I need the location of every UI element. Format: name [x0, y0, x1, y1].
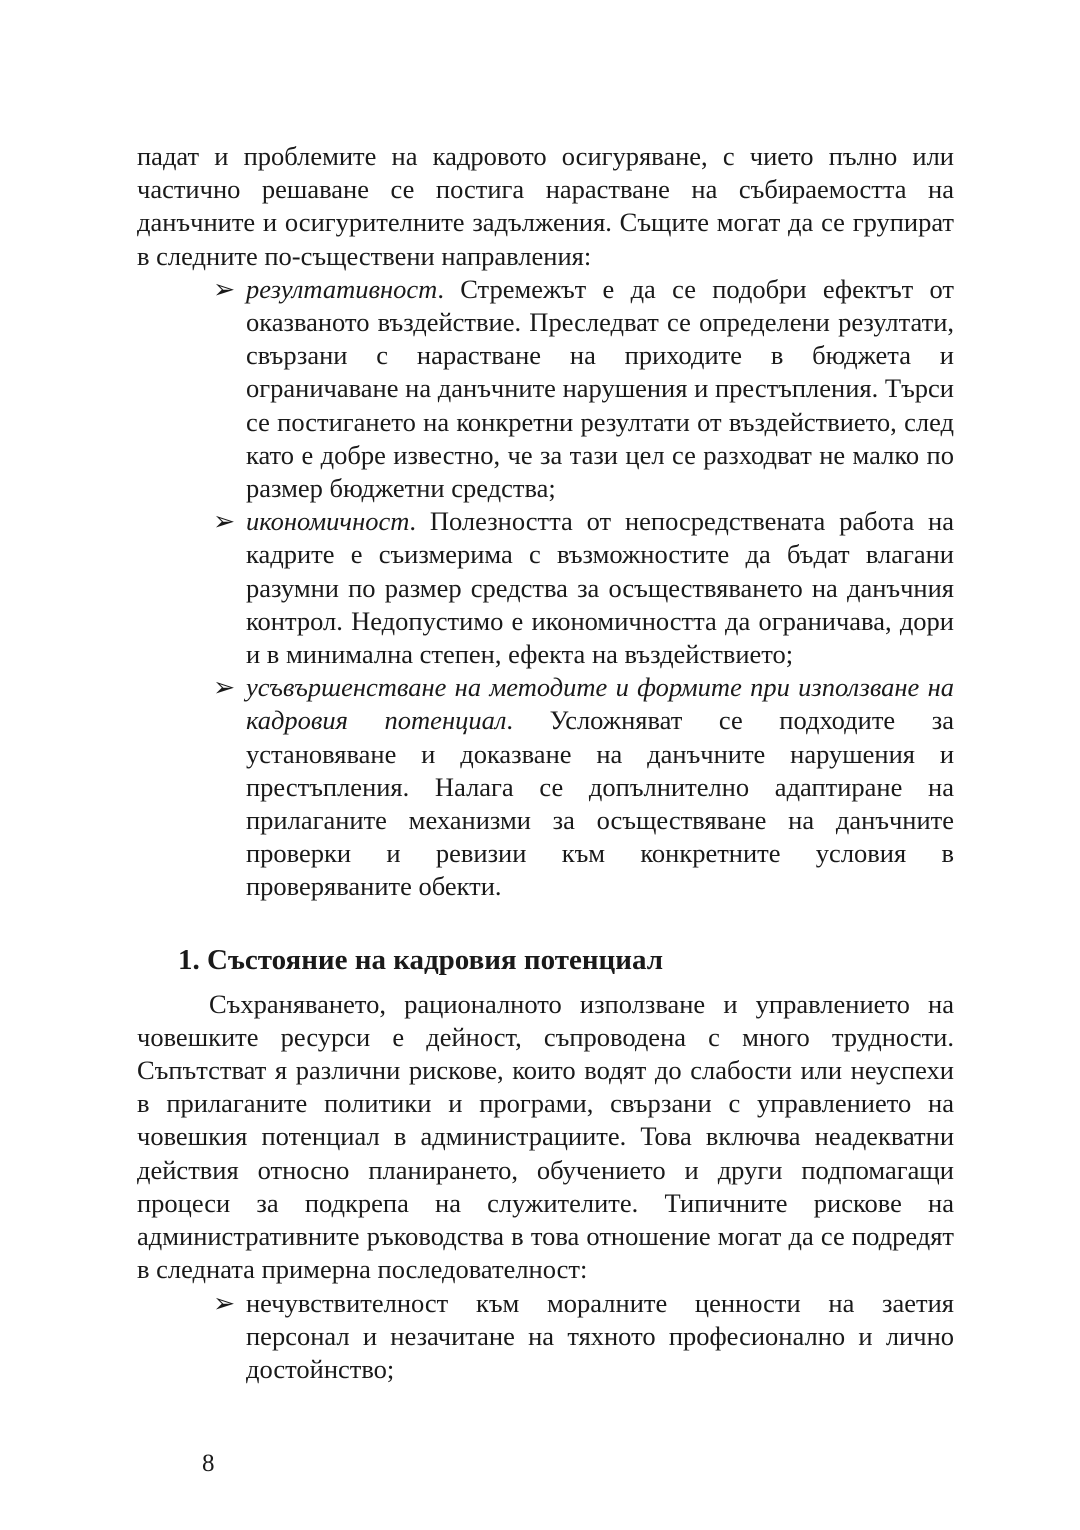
list-item	[137, 1287, 954, 1387]
bullet-term: резултативност	[246, 273, 438, 304]
bullet-text: . Полезността от непосредствената работа на кадрите е съизмерима с възможностите да бъдат влагани разумни по размер средства за осъществяването на данъчния контрол. Недопустимо е икономичността да ограничава, дори и в минимална степен, ефекта на въздействието;	[246, 506, 954, 670]
section-heading: 1. Състояние на кадровия потенциал	[178, 943, 663, 976]
bullet-text: . Стремежът е да се подобри ефектът от оказваното въздействие. Преследват се определени резултати, свързани с нарастване на приходите в бюджета и ограничаване на данъчните нарушения и престъпления. Търси се постигането на конкретни резултати от въздействието, след като е добре известно, че за тази цел се разходват не малко по размер бюджетни средства;	[246, 273, 954, 504]
bullet-text: нечувствителност към моралните ценности на заетия персонал и незачитане на тяхното професионално и лично достойнство;	[246, 1287, 954, 1384]
bullet-term: икономичност	[246, 506, 410, 537]
bullet-text: . Усложняват се подходите за установяване и доказване на данъчните нарушения и престъпления. Налага се допълнително адаптиране на прилаганите механизми за осъществяване на данъчните проверки и ревизии към конкретните условия в проверяваните обекти.	[246, 705, 954, 902]
arrow-bullet-icon: ➢	[213, 672, 236, 703]
list-item	[137, 273, 954, 505]
list-item	[137, 671, 954, 903]
bullet-term: усъвършенстване на методите и формите при използване на кадровия потенциал	[246, 672, 954, 736]
arrow-bullet-icon: ➢	[213, 506, 236, 537]
section-paragraph: Съхраняването, рационалното използване и управлението на човешките ресурси е дейност, съпроводена с много трудности. Съпътстват я различни рискове, които водят до слабости или неуспехи в прилаганите политики и програми, свързани с управлението на човешкия потенциал в администрациите. Това включва неадекватни действия относно планирането, обучението и други подпомагащи процеси за подкрепа на служителите. Типичните рискове на административните ръководства в това отношение могат да се подредят в следната примерна последователност:	[137, 988, 954, 1285]
page-number: 8	[202, 1450, 215, 1477]
intro-paragraph: падат и проблемите на кадровото осигуряване, с чието пълно или частично решаване се постига нарастване на събираемостта на данъчните и осигурителните задължения. Същите могат да се групират в следните по-съществени направления:	[137, 141, 954, 271]
body-text	[137, 140, 954, 1386]
arrow-bullet-icon: ➢	[213, 273, 236, 304]
arrow-bullet-icon: ➢	[213, 1287, 236, 1318]
list-item	[137, 505, 954, 671]
